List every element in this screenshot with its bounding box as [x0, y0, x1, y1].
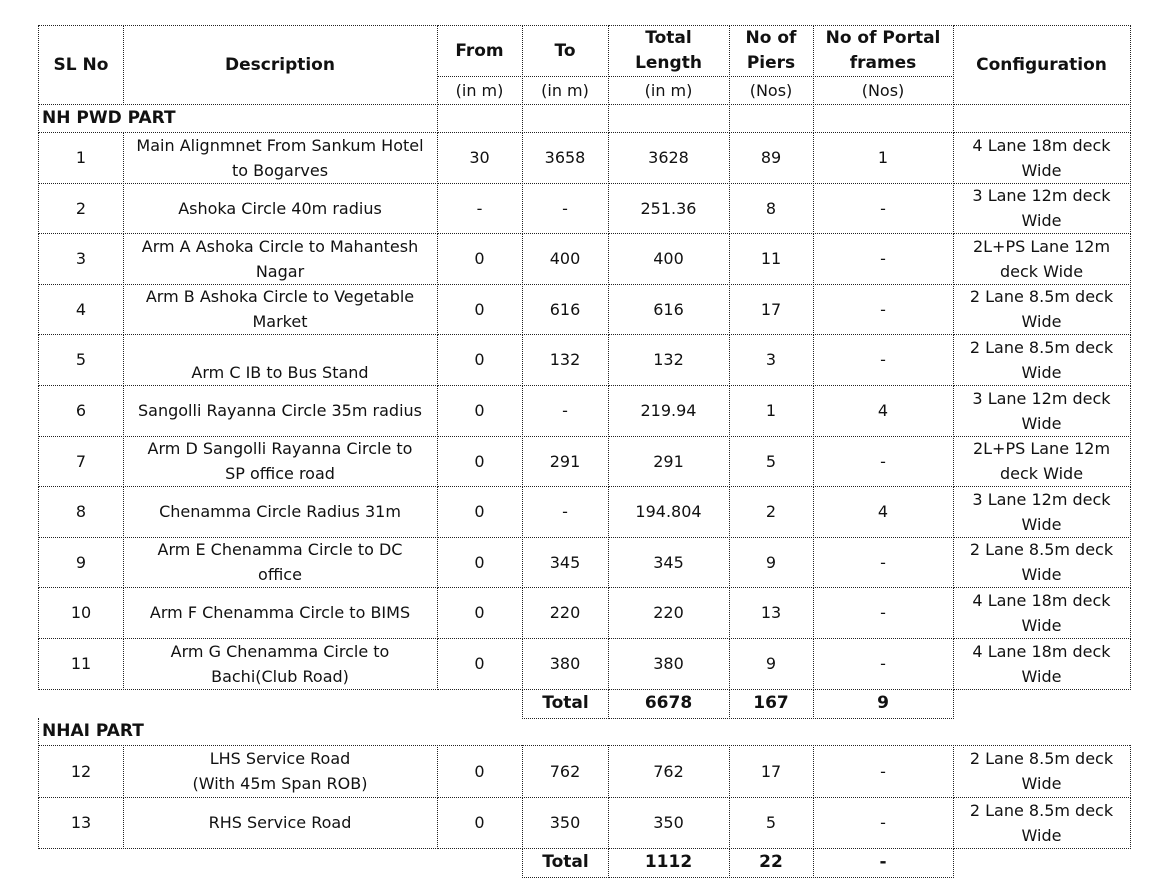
total-piers: 167 [729, 689, 814, 719]
total-portal: - [813, 848, 954, 878]
row-length: 762 [608, 745, 730, 798]
row-sl: 1 [38, 132, 124, 184]
row-to: - [522, 183, 609, 234]
row-from: 0 [437, 334, 523, 386]
row-length: 345 [608, 537, 730, 588]
row-piers: 17 [729, 284, 814, 335]
total-label: Total [522, 689, 609, 719]
header-unit: (in m) [522, 76, 609, 105]
row-portal: - [813, 638, 954, 690]
row-from: 0 [437, 587, 523, 639]
row-desc: Sangolli Rayanna Circle 35m radius [123, 385, 438, 437]
row-length: 380 [608, 638, 730, 690]
row-desc: Arm D Sangolli Rayanna Circle to SP office road [123, 436, 438, 487]
row-piers: 13 [729, 587, 814, 639]
empty-cell [522, 104, 609, 133]
row-length: 132 [608, 334, 730, 386]
row-desc: Arm A Ashoka Circle to Mahantesh Nagar [123, 233, 438, 285]
row-piers: 2 [729, 486, 814, 538]
header-unit: (Nos) [729, 76, 814, 105]
header-from: From [437, 25, 523, 77]
row-to: 350 [522, 797, 609, 849]
row-desc: Arm B Ashoka Circle to Vegetable Market [123, 284, 438, 335]
empty-cell [953, 104, 1131, 133]
row-desc: Arm G Chenamma Circle to Bachi(Club Road) [123, 638, 438, 690]
row-portal: - [813, 183, 954, 234]
row-to: 220 [522, 587, 609, 639]
row-from: 0 [437, 233, 523, 285]
total-length: 6678 [608, 689, 730, 719]
row-length: 251.36 [608, 183, 730, 234]
row-sl: 6 [38, 385, 124, 437]
row-desc: Arm C IB to Bus Stand [123, 334, 438, 386]
row-sl: 13 [38, 797, 124, 849]
header-no-of-piers: No of Piers [729, 25, 814, 77]
section-title: NH PWD PART [38, 104, 438, 133]
row-piers: 17 [729, 745, 814, 798]
row-portal: - [813, 284, 954, 335]
row-config: 2 Lane 8.5m deck Wide [953, 797, 1131, 849]
row-to: 380 [522, 638, 609, 690]
row-length: 291 [608, 436, 730, 487]
row-config: 2 Lane 8.5m deck Wide [953, 334, 1131, 386]
header-total-length: Total Length [608, 25, 730, 77]
row-config: 2 Lane 8.5m deck Wide [953, 537, 1131, 588]
row-portal: 4 [813, 486, 954, 538]
row-to: 400 [522, 233, 609, 285]
row-config: 4 Lane 18m deck Wide [953, 638, 1131, 690]
row-desc: Arm F Chenamma Circle to BIMS [123, 587, 438, 639]
row-to: 3658 [522, 132, 609, 184]
header-configuration: Configuration [953, 25, 1131, 105]
row-from: 0 [437, 284, 523, 335]
row-config: 4 Lane 18m deck Wide [953, 587, 1131, 639]
row-from: - [437, 183, 523, 234]
empty-cell [437, 104, 523, 133]
row-from: 0 [437, 436, 523, 487]
row-from: 0 [437, 486, 523, 538]
empty-cell [729, 104, 814, 133]
row-piers: 9 [729, 537, 814, 588]
row-config: 3 Lane 12m deck Wide [953, 486, 1131, 538]
row-config: 2L+PS Lane 12m deck Wide [953, 436, 1131, 487]
row-portal: - [813, 233, 954, 285]
row-desc: Main Alignmnet From Sankum Hotel to Bogarves [123, 132, 438, 184]
row-portal: - [813, 745, 954, 798]
section-title: NHAI PART [38, 718, 1130, 746]
row-length: 616 [608, 284, 730, 335]
row-sl: 9 [38, 537, 124, 588]
row-piers: 9 [729, 638, 814, 690]
row-sl: 2 [38, 183, 124, 234]
row-desc: RHS Service Road [123, 797, 438, 849]
header-sl-no: SL No [38, 25, 124, 105]
row-from: 0 [437, 638, 523, 690]
row-to: - [522, 486, 609, 538]
header-unit: (Nos) [813, 76, 954, 105]
header-no-of-portal-frames: No of Portal frames [813, 25, 954, 77]
row-sl: 4 [38, 284, 124, 335]
row-portal: - [813, 587, 954, 639]
row-desc: Ashoka Circle 40m radius [123, 183, 438, 234]
row-desc: LHS Service Road (With 45m Span ROB) [123, 745, 438, 798]
row-sl: 12 [38, 745, 124, 798]
row-length: 400 [608, 233, 730, 285]
row-piers: 5 [729, 797, 814, 849]
row-from: 30 [437, 132, 523, 184]
row-desc: Arm E Chenamma Circle to DC office [123, 537, 438, 588]
empty-cell [813, 104, 954, 133]
row-sl: 3 [38, 233, 124, 285]
row-sl: 5 [38, 334, 124, 386]
total-portal: 9 [813, 689, 954, 719]
row-length: 350 [608, 797, 730, 849]
row-length: 219.94 [608, 385, 730, 437]
row-to: 345 [522, 537, 609, 588]
total-length: 1112 [608, 848, 730, 878]
row-from: 0 [437, 385, 523, 437]
row-sl: 8 [38, 486, 124, 538]
row-config: 3 Lane 12m deck Wide [953, 183, 1131, 234]
row-piers: 89 [729, 132, 814, 184]
header-description: Description [123, 25, 438, 105]
row-sl: 11 [38, 638, 124, 690]
row-to: 291 [522, 436, 609, 487]
row-config: 2 Lane 8.5m deck Wide [953, 745, 1131, 798]
row-config: 2 Lane 8.5m deck Wide [953, 284, 1131, 335]
row-config: 3 Lane 12m deck Wide [953, 385, 1131, 437]
total-label: Total [522, 848, 609, 878]
row-to: 132 [522, 334, 609, 386]
row-piers: 11 [729, 233, 814, 285]
row-sl: 7 [38, 436, 124, 487]
row-portal: - [813, 537, 954, 588]
row-sl: 10 [38, 587, 124, 639]
row-config: 4 Lane 18m deck Wide [953, 132, 1131, 184]
row-length: 3628 [608, 132, 730, 184]
row-piers: 1 [729, 385, 814, 437]
row-piers: 3 [729, 334, 814, 386]
row-from: 0 [437, 745, 523, 798]
row-desc: Chenamma Circle Radius 31m [123, 486, 438, 538]
header-unit: (in m) [608, 76, 730, 105]
row-portal: 1 [813, 132, 954, 184]
row-to: - [522, 385, 609, 437]
row-portal: - [813, 797, 954, 849]
row-to: 616 [522, 284, 609, 335]
row-portal: 4 [813, 385, 954, 437]
row-from: 0 [437, 537, 523, 588]
row-config: 2L+PS Lane 12m deck Wide [953, 233, 1131, 285]
total-piers: 22 [729, 848, 814, 878]
row-from: 0 [437, 797, 523, 849]
row-length: 194.804 [608, 486, 730, 538]
header-unit: (in m) [437, 76, 523, 105]
empty-cell [608, 104, 730, 133]
row-to: 762 [522, 745, 609, 798]
row-piers: 8 [729, 183, 814, 234]
row-length: 220 [608, 587, 730, 639]
header-to: To [522, 25, 609, 77]
row-piers: 5 [729, 436, 814, 487]
row-portal: - [813, 436, 954, 487]
row-portal: - [813, 334, 954, 386]
